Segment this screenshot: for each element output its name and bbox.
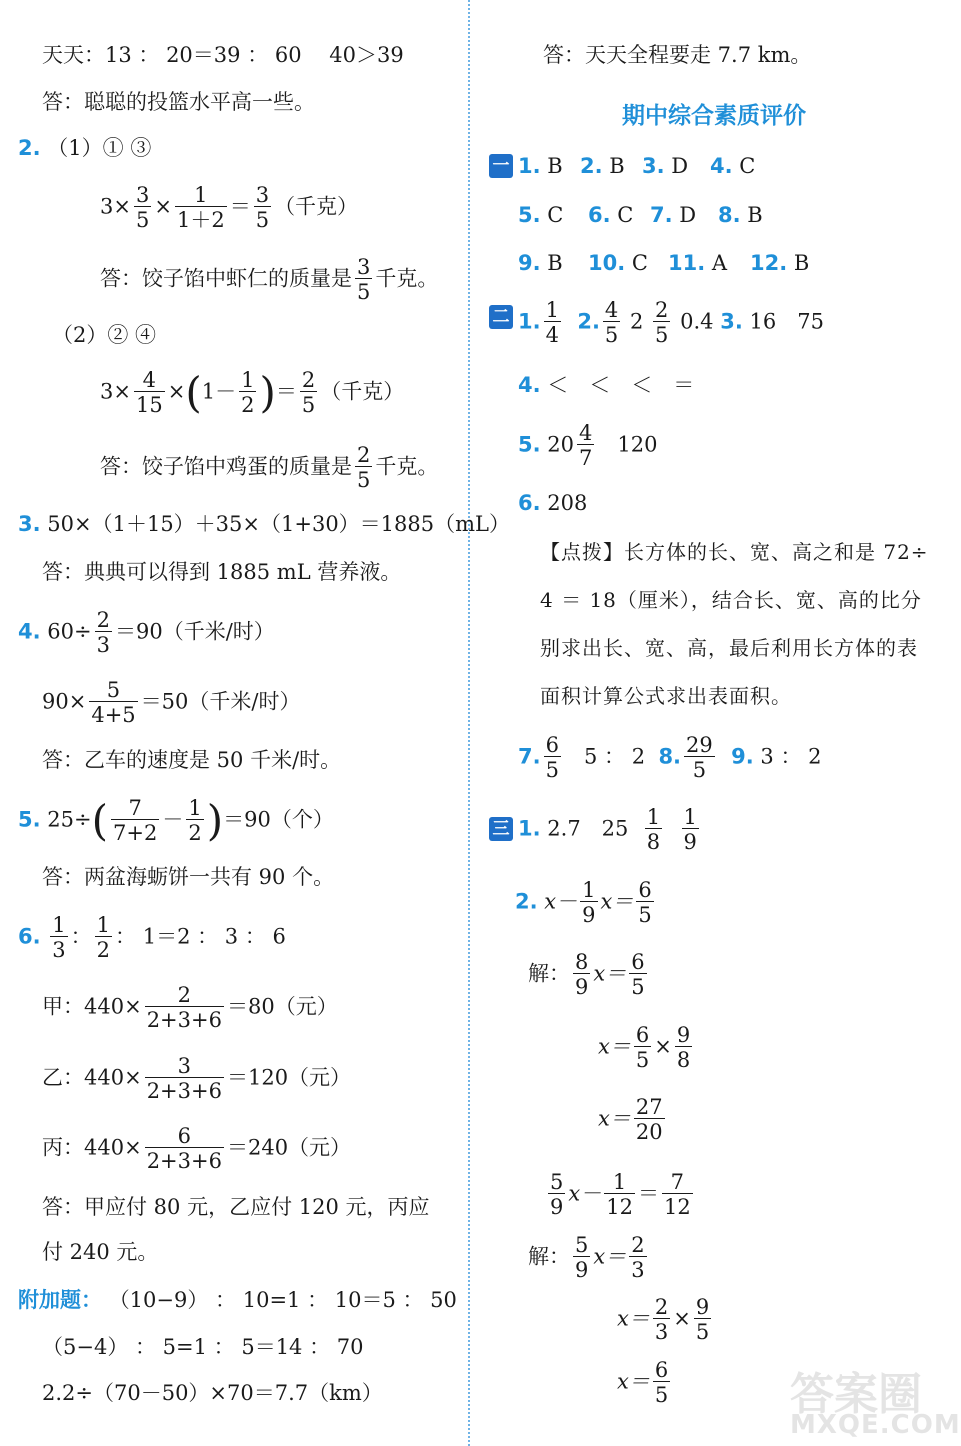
question-number: 12. — [750, 251, 788, 275]
denominator: 5 — [357, 468, 371, 492]
denominator: 5 — [301, 393, 316, 417]
fraction — [682, 807, 699, 853]
denominator: 5 — [255, 208, 270, 232]
question-number: 6. — [518, 491, 541, 515]
sec2-row1 — [518, 300, 824, 346]
q2-equation-2 — [100, 370, 404, 416]
eq-text: × — [167, 379, 186, 404]
eq-text: 甲：440× — [42, 994, 142, 1019]
numerator: 4 — [134, 370, 165, 392]
choice-answer: D — [671, 154, 689, 178]
eq-text: x－ — [544, 889, 578, 914]
numerator: 1 — [604, 1172, 635, 1194]
denominator: 5 — [357, 280, 371, 304]
question-number: 4. — [518, 373, 541, 397]
fraction — [629, 952, 646, 998]
extra-line1: （10−9） ： 10=1 ： 10＝5 ： 50 — [108, 1288, 457, 1312]
numerator: 29 — [686, 733, 713, 757]
eq-text: （千克） — [274, 194, 359, 219]
fraction — [629, 1235, 646, 1281]
question-number: 2. — [515, 889, 538, 914]
eq-text: 60÷ — [47, 619, 92, 644]
eq-text: x＝ — [600, 889, 634, 914]
eq-text: 乙：440× — [42, 1065, 142, 1090]
fraction — [548, 1172, 565, 1218]
numerator: 2 — [654, 1295, 669, 1319]
eq-text: × — [654, 1034, 672, 1059]
section-title: 期中综合素质评价 — [622, 103, 806, 129]
numerator: 1 — [241, 368, 255, 392]
eq-text: ： 1＝2 ： 3 ： 6 — [115, 924, 286, 949]
fraction — [145, 985, 224, 1031]
denominator: 2+3+6 — [146, 1008, 222, 1032]
denominator: 5 — [135, 208, 150, 232]
denominator: 20 — [635, 1120, 663, 1144]
denominator: 2+3+6 — [146, 1079, 222, 1103]
denominator: 9 — [575, 1258, 589, 1282]
close-paren: ) — [206, 796, 224, 845]
question-number: 3. — [720, 309, 743, 334]
choice-item — [650, 205, 718, 226]
numerator: 4 — [604, 298, 619, 322]
numerator: 1 — [683, 805, 697, 829]
section-badge: 一 — [489, 154, 513, 178]
choice-item — [668, 253, 750, 274]
question-number: 4. — [710, 154, 733, 178]
numerator: 5 — [89, 680, 137, 702]
denominator: 9 — [575, 975, 589, 999]
answer-value: 5 ： 2 — [584, 744, 646, 769]
question-number: 5. — [518, 203, 541, 227]
question-5 — [18, 798, 334, 844]
numerator: 2 — [655, 298, 669, 322]
denominator: 1＋2 — [176, 208, 225, 232]
tip-line3: 别求出长、宽、高，最后利用长方体的表 — [540, 636, 918, 660]
tip-line4: 面积计算公式求出表面积。 — [540, 684, 792, 708]
question-number: 3. — [18, 512, 41, 536]
answer-text: 答：饺子馅中虾仁的质量是 — [100, 266, 352, 291]
denominator: 3 — [654, 1320, 669, 1344]
fraction — [95, 610, 112, 656]
sec3-q2b-equation — [545, 1172, 696, 1218]
numerator: 2 — [631, 1233, 645, 1257]
open-paren: ( — [91, 796, 108, 845]
denominator: 5 — [655, 323, 669, 347]
fraction — [604, 1172, 635, 1218]
fraction — [573, 952, 590, 998]
denominator: 2 — [241, 393, 255, 417]
question-number: 2. — [580, 154, 603, 178]
numerator: 5 — [575, 1233, 589, 1257]
fraction — [653, 1297, 670, 1343]
denominator: 3 — [52, 938, 66, 962]
answer-value: 20 — [547, 432, 575, 457]
choice-answer: B — [547, 251, 563, 275]
sec2-row7 — [518, 735, 821, 781]
question-number: 9. — [518, 251, 541, 275]
sec2-q5 — [518, 423, 658, 469]
question-number: 2. — [18, 136, 41, 160]
eq-text: 解： — [528, 961, 570, 986]
answer-value: 2 — [629, 309, 644, 334]
fraction — [694, 1297, 711, 1343]
eq-text: × — [673, 1306, 691, 1331]
fraction — [634, 1025, 651, 1071]
denominator: 5 — [695, 1320, 710, 1344]
choice-item — [710, 154, 755, 178]
choice-answer: B — [747, 203, 763, 227]
fraction — [645, 807, 662, 853]
eq-text: － — [162, 807, 184, 832]
denominator: 5 — [631, 975, 645, 999]
denominator: 5 — [604, 323, 619, 347]
fraction — [95, 915, 112, 961]
denominator: 9 — [550, 1195, 564, 1219]
question-number: 4. — [18, 619, 41, 644]
numerator: 3 — [145, 1056, 224, 1078]
answer-value: 3 ： 2 — [760, 744, 822, 769]
choice-item — [580, 156, 642, 177]
choice-item — [588, 205, 650, 226]
sec3-q2-step3 — [598, 1097, 668, 1143]
q6-jia — [42, 985, 338, 1031]
fraction — [89, 680, 137, 726]
section-badge: 三 — [489, 817, 513, 841]
fraction — [544, 735, 561, 781]
eq-text: ＝50（千米/时） — [140, 689, 301, 714]
denominator: 5 — [635, 1048, 650, 1072]
answer-text: 千克。 — [375, 454, 439, 479]
numerator: 1 — [188, 796, 202, 820]
choice-item — [750, 251, 809, 275]
denominator: 4+5 — [91, 703, 136, 727]
sec3-q2b-step3 — [617, 1360, 673, 1406]
sec3-q2-step2 — [598, 1025, 695, 1071]
denominator: 9 — [683, 830, 697, 854]
numerator: 7 — [111, 798, 159, 820]
eq-text: ＝90（个） — [223, 807, 334, 832]
numerator: 7 — [662, 1172, 693, 1194]
section-3 — [489, 817, 513, 841]
q6-answer-line1: 答：甲应付 80 元，乙应付 120 元，丙应 — [42, 1195, 430, 1219]
question-2 — [18, 138, 151, 159]
question-number: 9. — [731, 744, 754, 769]
fraction — [186, 798, 203, 844]
sec1-row3 — [518, 253, 809, 274]
eq-text: 3× — [100, 379, 131, 404]
question-3 — [18, 514, 510, 535]
sec3-q1 — [518, 807, 702, 853]
eq-text: ＝240（元） — [226, 1135, 352, 1160]
question-number: 6. — [18, 924, 41, 949]
choice-answer: B — [793, 251, 810, 275]
numerator: 1 — [52, 913, 66, 937]
eq-text: ＝80（元） — [226, 994, 338, 1019]
question-number: 7. — [650, 203, 673, 227]
denominator: 2 — [96, 938, 111, 962]
eq-text: x－ — [568, 1181, 602, 1206]
q6-answer-line2: 付 240 元。 — [42, 1240, 159, 1264]
q5-answer: 答：两盆海蛎饼一共有 90 个。 — [42, 865, 335, 889]
numerator: 3 — [255, 183, 270, 207]
eq-text: x＝ — [598, 1106, 631, 1131]
question-4 — [18, 610, 275, 656]
choice-item — [518, 205, 588, 226]
sec3-q2-equation — [515, 880, 657, 926]
denominator: 3 — [96, 633, 110, 657]
sec2-q4 — [518, 375, 694, 396]
eq-text: x＝ — [593, 1244, 627, 1269]
numerator: 1 — [96, 913, 111, 937]
question-number: 8. — [718, 203, 741, 227]
eq-text: 丙：440× — [42, 1135, 142, 1160]
fraction — [254, 185, 271, 231]
sec3-q2b-step1 — [528, 1235, 650, 1281]
question-number: 1. — [518, 816, 541, 841]
choice-item — [642, 156, 710, 177]
watermark-url: MXQE.COM — [790, 1410, 961, 1440]
denominator: 3 — [631, 1258, 645, 1282]
answer-value: ＜ ＜ ＜ ＝ — [547, 373, 695, 397]
fraction — [355, 445, 372, 491]
extra-question — [18, 1290, 457, 1311]
choice-item — [718, 203, 763, 227]
numerator: 3 — [357, 255, 371, 279]
fraction — [134, 185, 151, 231]
eq-text: ＝ — [229, 194, 251, 219]
answer-text: 千克。 — [375, 266, 439, 291]
denominator: 5 — [545, 758, 559, 782]
fraction — [675, 1025, 692, 1071]
eq-text: x＝ — [617, 1306, 650, 1331]
answer-text: 答：饺子馅中鸡蛋的质量是 — [100, 454, 352, 479]
numerator: 1 — [646, 805, 661, 829]
choice-answer: B — [609, 154, 625, 178]
denominator: 4 — [545, 323, 559, 347]
fraction — [300, 370, 317, 416]
section-badge: 二 — [489, 305, 513, 329]
question-number: 2. — [577, 309, 600, 334]
denominator: 9 — [582, 903, 596, 927]
eq-text: x＝ — [593, 961, 627, 986]
denominator: 2 — [188, 821, 202, 845]
numerator: 4 — [579, 421, 593, 445]
denominator: 5 — [654, 1383, 669, 1407]
numerator: 2 — [301, 368, 316, 392]
question-number: 1. — [518, 309, 541, 334]
eq-text: ： — [70, 924, 92, 949]
q4-equation-2 — [42, 680, 300, 726]
sec2-q6 — [518, 493, 587, 514]
eq-text: ＝90（千米/时） — [114, 619, 275, 644]
denominator: 8 — [646, 830, 661, 854]
column-divider — [468, 0, 470, 1446]
q2-part2-head: （2）② ④ — [52, 323, 157, 347]
numerator: 6 — [638, 878, 652, 902]
denominator: 8 — [676, 1048, 691, 1072]
eq-text: 1－ — [201, 379, 237, 404]
choice-answer: A — [711, 251, 728, 275]
q3-equation: 50×（1＋15）＋35×（1+30）＝1885（mL） — [47, 512, 510, 536]
fraction — [134, 370, 165, 416]
extra-label: 附加题： — [18, 1288, 102, 1312]
question-number: 3. — [642, 154, 665, 178]
choice-answer: C — [739, 154, 756, 178]
question-number: 8. — [658, 744, 682, 769]
eq-text: 解： — [528, 1244, 570, 1269]
question-number: 6. — [588, 203, 611, 227]
numerator: 27 — [635, 1095, 663, 1119]
choice-item — [518, 253, 588, 274]
eq-text: 25÷ — [47, 807, 92, 832]
sec3-q2-step1 — [528, 952, 650, 998]
numerator: 6 — [654, 1358, 669, 1382]
section-2 — [489, 305, 513, 329]
question-number: 11. — [668, 251, 706, 275]
fraction — [239, 370, 256, 416]
q2-part1-head: （1）① ③ — [47, 136, 152, 160]
question-6 — [18, 915, 286, 961]
denominator: 2+3+6 — [146, 1149, 222, 1173]
q6-bing — [42, 1126, 351, 1172]
fraction — [653, 1360, 670, 1406]
fraction — [653, 300, 670, 346]
fraction — [175, 185, 227, 231]
fraction — [50, 915, 67, 961]
denominator: 12 — [663, 1195, 691, 1219]
fraction — [145, 1056, 224, 1102]
numerator: 6 — [635, 1023, 650, 1047]
numerator: 5 — [550, 1170, 564, 1194]
numerator: 6 — [631, 950, 645, 974]
choice-item — [518, 156, 580, 177]
fraction — [636, 880, 653, 926]
question-number: 10. — [588, 251, 626, 275]
eq-text: 3× — [100, 194, 131, 219]
tip-line1: 【点拨】长方体的长、宽、高之和是 72÷ — [540, 540, 929, 564]
numerator: 1 — [582, 878, 596, 902]
fraction — [355, 257, 372, 303]
fraction — [544, 300, 561, 346]
denominator: 5 — [692, 758, 707, 782]
extra-line2: （5−4） ： 5=1 ： 5＝14 ： 70 — [42, 1335, 364, 1359]
fraction — [145, 1126, 224, 1172]
denominator: 12 — [606, 1195, 633, 1219]
eq-text: ＝ — [637, 1181, 659, 1206]
numerator: 9 — [676, 1023, 691, 1047]
numerator: 2 — [357, 443, 371, 467]
line-tiantian-ratio: 天天：13 ： 20＝39 ： 60 40＞39 — [42, 43, 404, 67]
fraction — [573, 1235, 590, 1281]
denominator: 5 — [638, 903, 652, 927]
numerator: 9 — [695, 1295, 710, 1319]
answer-value: 208 — [547, 491, 588, 515]
watermark-logo: 答案圈 — [790, 1369, 922, 1420]
question-number: 5. — [18, 807, 41, 832]
fraction — [662, 1172, 693, 1218]
numerator: 3 — [135, 183, 150, 207]
denominator: 15 — [135, 393, 163, 417]
answer-value: 2.7 25 — [547, 816, 629, 841]
choice-answer: D — [679, 203, 697, 227]
answer-value: 16 75 — [749, 309, 824, 334]
q6-yi — [42, 1056, 351, 1102]
question-number: 7. — [518, 744, 541, 769]
section-1 — [489, 154, 513, 178]
answer-congcong: 答：聪聪的投篮水平高一些。 — [42, 90, 315, 114]
numerator: 1 — [545, 298, 559, 322]
fraction — [580, 880, 597, 926]
denominator: 7+2 — [113, 821, 158, 845]
choice-answer: B — [547, 154, 563, 178]
fraction — [111, 798, 159, 844]
tip-line2: 4 ＝ 18（厘米），结合长、宽、高的比分 — [540, 588, 922, 612]
numerator: 8 — [575, 950, 589, 974]
numerator: 6 — [545, 733, 559, 757]
question-number: 1. — [518, 154, 541, 178]
q2-equation-1 — [100, 185, 358, 231]
fraction — [634, 1097, 665, 1143]
sec1-row2 — [518, 205, 763, 226]
close-paren: ) — [259, 368, 276, 417]
denominator: 7 — [579, 446, 593, 470]
extra-line3: 2.2÷（70－50）×70＝7.7（km） — [42, 1381, 383, 1405]
choice-answer: C — [631, 251, 648, 275]
sec1-row1 — [518, 156, 755, 177]
q3-answer: 答：典典可以得到 1885 mL 营养液。 — [42, 560, 402, 584]
eq-text: x＝ — [617, 1369, 650, 1394]
eq-text: 90× — [42, 689, 87, 714]
eq-text: ＝120（元） — [226, 1065, 352, 1090]
answer-value: 120 — [617, 432, 658, 457]
eq-text: （千克） — [320, 379, 405, 404]
eq-text: x＝ — [598, 1034, 631, 1059]
fraction — [603, 300, 620, 346]
numerator: 1 — [175, 185, 227, 207]
choice-answer: C — [547, 203, 564, 227]
sec3-q2b-step2 — [617, 1297, 714, 1343]
eq-text: × — [154, 194, 172, 219]
numerator: 6 — [145, 1126, 224, 1148]
answer-tiantian-distance: 答：天天全程要走 7.7 km。 — [543, 43, 812, 67]
choice-item — [588, 253, 668, 274]
numerator: 2 — [96, 608, 110, 632]
q4-answer: 答：乙车的速度是 50 千米/时。 — [42, 748, 342, 772]
answer-value: 0.4 — [680, 309, 714, 334]
fraction — [577, 423, 594, 469]
question-number: 5. — [518, 432, 541, 457]
q2-answer-1 — [100, 257, 438, 303]
eq-text: ＝ — [275, 379, 297, 404]
fraction — [684, 735, 715, 781]
q2-answer-2 — [100, 445, 438, 491]
numerator: 2 — [145, 985, 224, 1007]
choice-answer: C — [617, 203, 634, 227]
open-paren: ( — [185, 368, 202, 417]
